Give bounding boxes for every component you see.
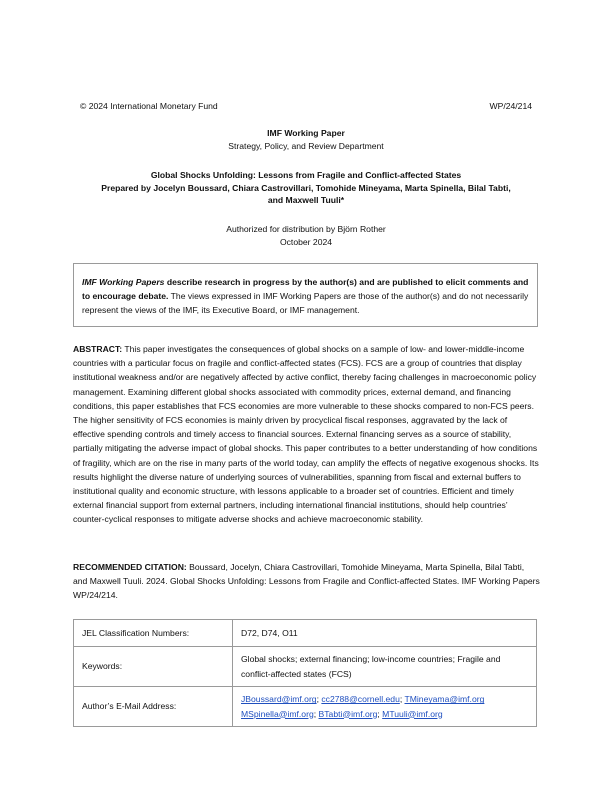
abstract-label: ABSTRACT: [73, 344, 123, 354]
citation [73, 560, 540, 603]
abstract [73, 342, 540, 527]
authors-line-1: Prepared by Jocelyn Boussard, Chiara Castrovillari, Tomohide Mineyama, Marta Spinella, Bilal Tabti, [101, 182, 511, 193]
title-block [80, 169, 532, 207]
authorized-by: Authorized for distribution by Björn Rother [226, 224, 386, 234]
keywords-value: Global shocks; external financing; low-income countries; Fragile and conflict-affected states (FCS) [233, 647, 537, 687]
email-link[interactable]: BTabti@imf.org [318, 708, 378, 719]
publication-date: October 2024 [279, 236, 333, 247]
info-table [73, 619, 537, 727]
notice-series-name: IMF Working Papers [82, 277, 165, 287]
citation-label: RECOMMENDED CITATION: [73, 562, 187, 572]
copyright: © 2024 International Monetary Fund [80, 101, 218, 111]
paper-title: Global Shocks Unfolding: Lessons from Fragile and Conflict-affected States [150, 170, 462, 180]
email-link[interactable]: JBoussard@imf.org [241, 694, 317, 705]
series-name: IMF Working Paper [267, 128, 345, 138]
keywords-label: Keywords: [74, 647, 233, 687]
jel-value: D72, D74, O11 [233, 620, 537, 647]
header-line [80, 101, 532, 111]
paper-number: WP/24/214 [489, 101, 532, 111]
table-row [74, 687, 537, 727]
disclaimer-box [73, 263, 538, 327]
authorization-block [80, 223, 532, 248]
email-link[interactable]: MTuuli@imf.org [382, 708, 443, 719]
table-row [74, 620, 537, 647]
notice-bold-text: describe research in progress by the author(s) and are published to elicit comments and to encourage debate. [82, 277, 529, 302]
jel-label: JEL Classification Numbers: [74, 620, 233, 647]
email-link[interactable]: cc2788@cornell.edu [321, 694, 400, 705]
authors-line-2: and Maxwell Tuuli* [267, 195, 345, 205]
email-list: JBoussard@imf.org; cc2788@cornell.edu; TMineyama@imf.org MSpinella@imf.org; BTabti@imf.org; MTuuli@imf.org [233, 687, 537, 727]
citation-text: Boussard, Jocelyn, Chiara Castrovillari, Tomohide Mineyama, Marta Spinella, Bilal Tabti, and Maxwell Tuuli. 2024. Global Shocks Unfolding: Lessons from Fragile and Conflict-affected States. IMF Working Papers WP/24/214. [73, 562, 540, 601]
department: Strategy, Policy, and Review Department [228, 140, 384, 151]
email-link[interactable]: MSpinella@imf.org [241, 708, 314, 719]
email-label: Author’s E-Mail Address: [74, 687, 233, 727]
table-row [74, 647, 537, 687]
abstract-text: This paper investigates the consequences of global shocks on a sample of low- and lower-middle-income countries with a particular focus on fragile and conflict-affected states (FCS). FCS are a group of countries that display institutional weakness and/or are negatively affected by active conflict, thereby facing challenges in macroeconomic policy management. Examining different global shocks associated with commodity prices, external demand, and financing conditions, this paper establishes that FCS economies are more vulnerable to these shocks compared to non-FCS peers. The higher sensitivity of FCS economies is mainly driven by procyclical fiscal responses, aggravated by the lack of effective spending controls and timely access to financial sources. External financing serves as a source of stability, partially mitigating the adverse impact of global shocks. This paper contributes to a better understanding of how conditions of fragility, which are on the rise in many parts of the world today, can amplify the effects of negative exogenous shocks. Its results highlight the diverse nature of underlying sources of vulnerabilities, spanning from fiscal and external buffers to institutional quality and economic structure, with lessons applicable to a broader set of countries. Efficient and timely external financial support from external partners, including international financial institutions, should help countries’ counter-cyclical responses to mitigate adverse shocks and achieve macroeconomic stability. [73, 344, 539, 525]
series-block [80, 127, 532, 152]
email-link[interactable]: TMineyama@imf.org [404, 694, 485, 705]
notice-text: The views expressed in IMF Working Papers are those of the author(s) and do not necessarily represent the views of the IMF, its Executive Board, or IMF management. [82, 291, 529, 316]
